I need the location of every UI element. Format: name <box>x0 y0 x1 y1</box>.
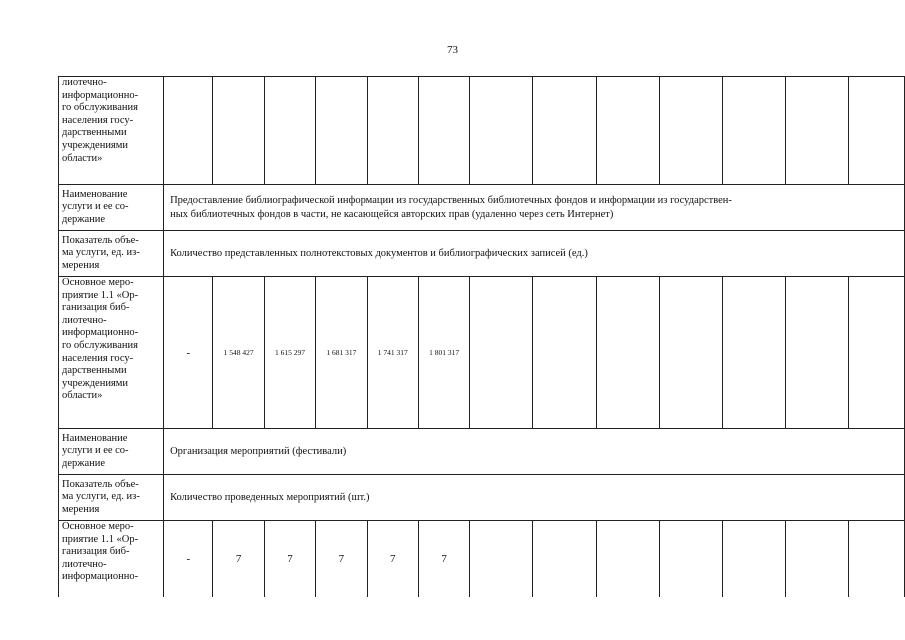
row-label-line: области» <box>62 152 103 164</box>
row-label-line: учреждениями <box>62 139 129 151</box>
row-description-line: Количество представленных полнотекстовых документов и библиографических записей (ед.) <box>170 247 588 259</box>
value-cell <box>470 521 533 597</box>
measure-row <box>59 277 905 429</box>
value-cell <box>533 77 597 185</box>
value-cell: 7 <box>418 521 469 597</box>
row-label-line: ма услуги, ед. из- <box>62 491 140 503</box>
page-number: 73 <box>447 44 458 56</box>
row-label-line: держание <box>62 213 106 225</box>
value-cell <box>470 77 533 185</box>
row-label-line: области» <box>62 390 103 402</box>
value-cell: 1 681 317 <box>316 277 367 429</box>
row-description-line: ных библиотечных фондов в части, не касающейся авторских прав (удаленно через сеть Интернет) <box>170 208 614 220</box>
value-cell <box>786 521 849 597</box>
row-label <box>59 185 164 231</box>
row-description <box>164 475 905 521</box>
value-cell <box>213 77 264 185</box>
row-label-line: населения госу- <box>62 114 134 126</box>
row-label-line: лиотечно- <box>62 314 107 326</box>
row-label-line: Показатель объе- <box>62 478 139 490</box>
value-cell <box>723 277 786 429</box>
row-label <box>59 475 164 521</box>
value-cell: 1 548 427 <box>213 277 264 429</box>
row-label-line: услуги и ее со- <box>62 445 129 457</box>
value-cell <box>723 521 786 597</box>
value-cell: 1 615 297 <box>264 277 315 429</box>
row-label-line: Основное меро- <box>62 277 134 288</box>
row-label-line: услуги и ее со- <box>62 201 129 213</box>
value-cell: - <box>164 521 213 597</box>
measure-row <box>59 77 905 185</box>
value-cell: 7 <box>213 521 264 597</box>
value-cell: 7 <box>264 521 315 597</box>
row-label-line: ма услуги, ед. из- <box>62 247 140 259</box>
value-cell <box>597 77 660 185</box>
value-cell <box>786 277 849 429</box>
row-label-line: го обслуживания <box>62 339 138 351</box>
row-label <box>59 521 164 597</box>
value-cell <box>470 277 533 429</box>
value-cell <box>164 77 213 185</box>
row-label-line: мерения <box>62 503 100 515</box>
row-label-line: мерения <box>62 259 100 271</box>
value-cell <box>849 277 905 429</box>
row-label-line: дарственными <box>62 365 127 377</box>
value-cell <box>849 521 905 597</box>
row-label-line: приятие 1.1 «Ор- <box>62 289 139 301</box>
value-cell: 7 <box>367 521 418 597</box>
row-label-line: лиотечно- <box>62 558 107 570</box>
row-description <box>164 231 905 277</box>
row-label-line: приятие 1.1 «Ор- <box>62 533 139 545</box>
value-cell: 1 801 317 <box>418 277 469 429</box>
row-label <box>59 277 164 429</box>
value-cell <box>418 77 469 185</box>
row-label <box>59 231 164 277</box>
row-description <box>164 185 905 231</box>
row-label-line: Наименование <box>62 432 128 444</box>
row-label-line: информационно- <box>62 571 139 583</box>
info-row <box>59 231 905 277</box>
value-cell <box>660 521 723 597</box>
value-cell <box>316 77 367 185</box>
info-row <box>59 185 905 231</box>
value-cell <box>597 277 660 429</box>
row-label-line: информационно- <box>62 89 139 101</box>
row-label <box>59 77 164 185</box>
row-description <box>164 429 905 475</box>
value-cell <box>264 77 315 185</box>
value-cell <box>660 277 723 429</box>
row-label-line: Наименование <box>62 188 128 200</box>
row-label-line: населения госу- <box>62 352 134 364</box>
row-label <box>59 429 164 475</box>
measure-row <box>59 521 905 597</box>
value-cell <box>597 521 660 597</box>
row-label-line: Основное меро- <box>62 521 134 532</box>
value-cell <box>786 77 849 185</box>
value-cell: 1 741 317 <box>367 277 418 429</box>
row-label-line: лиотечно- <box>62 77 107 88</box>
services-table <box>58 76 905 597</box>
value-cell <box>367 77 418 185</box>
row-label-line: го обслуживания <box>62 102 138 114</box>
info-row <box>59 475 905 521</box>
row-label-line: учреждениями <box>62 377 129 389</box>
value-cell: - <box>164 277 213 429</box>
row-label-line: ганизация биб- <box>62 546 130 558</box>
row-label-line: Показатель объе- <box>62 234 139 246</box>
value-cell: 7 <box>316 521 367 597</box>
value-cell <box>660 77 723 185</box>
value-cell <box>723 77 786 185</box>
row-description-line: Количество проведенных мероприятий (шт.) <box>170 491 370 503</box>
row-description-line: Предоставление библиографической информации из государственных библиотечных фондов и информации из государствен- <box>170 194 732 206</box>
row-description-line: Организация мероприятий (фестивали) <box>170 445 347 457</box>
value-cell <box>533 521 597 597</box>
value-cell <box>849 77 905 185</box>
row-label-line: дарственными <box>62 127 127 139</box>
row-label-line: держание <box>62 457 106 469</box>
row-label-line: ганизация биб- <box>62 302 130 314</box>
row-label-line: информационно- <box>62 327 139 339</box>
value-cell <box>533 277 597 429</box>
info-row <box>59 429 905 475</box>
